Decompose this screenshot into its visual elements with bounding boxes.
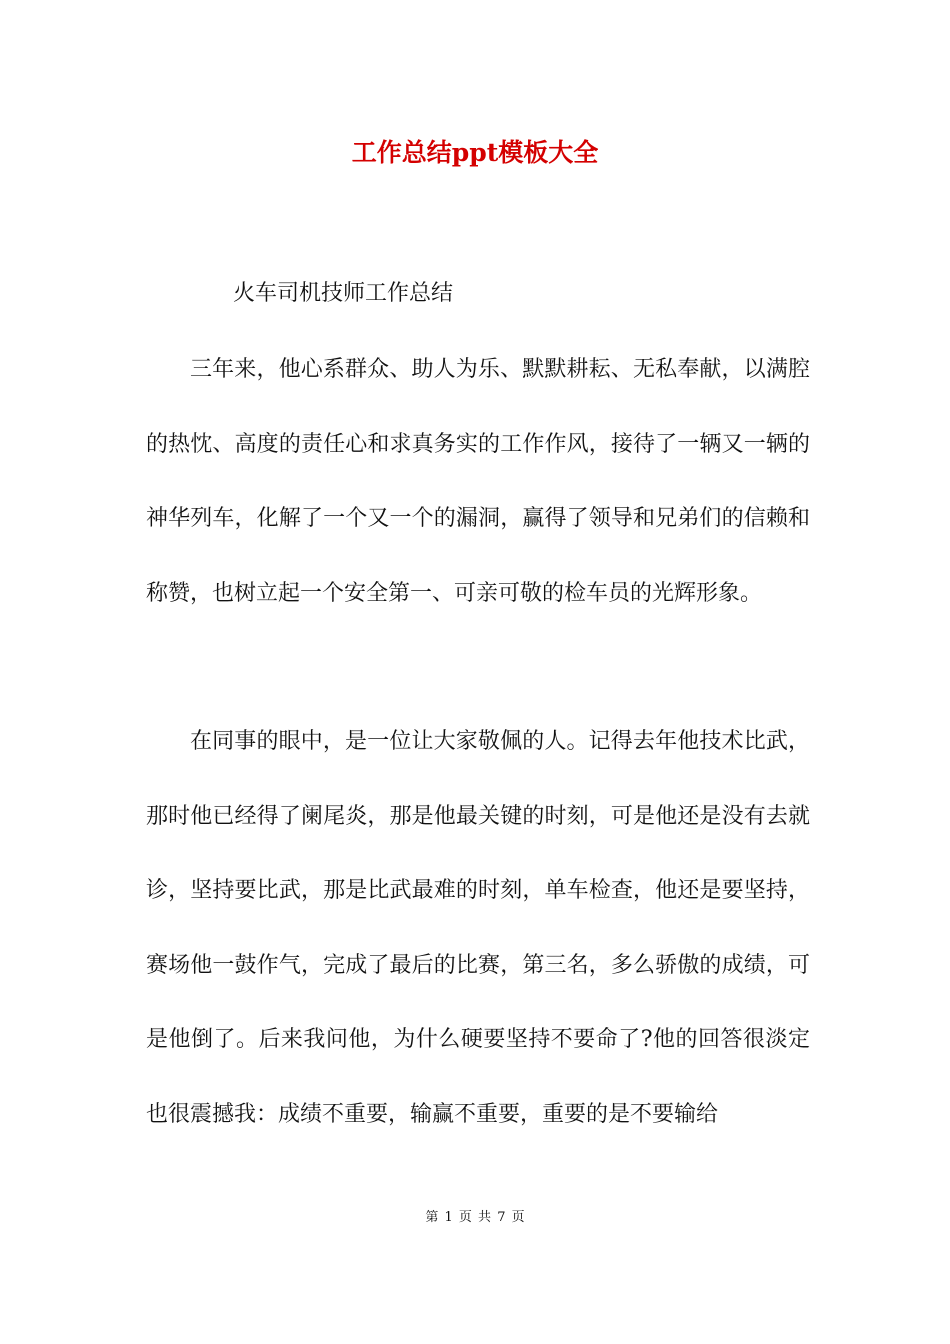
paragraph-1: 三年来，他心系群众、助人为乐、默默耕耘、无私奉献，以满腔的热忱、高度的责任心和求真务实的工作作风，接待了一辆又一辆的神华列车，化解了一个又一个的漏洞，赢得了领导和兄弟们的信赖和称赞，也树立起一个安全第一、可亲可敬的检车员的光辉形象。 xyxy=(146,357,810,606)
document-subtitle: 火车司机技师工作总结 xyxy=(233,281,454,306)
paragraph-2: 在同事的眼中，是一位让大家敬佩的人。记得去年他技术比武，那时他已经得了阑尾炎，那是他最关键的时刻，可是他还是没有去就诊，坚持要比武，那是比武最难的时刻，单车检查，他还是要坚持，赛场他一鼓作气，完成了最后的比赛，第三名，多么骄傲的成绩，可是他倒了。后来我问他，为什么硬要坚持不要命了?他的回答很淡定也很震撼我：成绩不重要，输赢不重要，重要的是不要输给 xyxy=(146,729,810,1127)
page-footer: 第 1 页 共 7 页 xyxy=(425,1210,525,1225)
document-title: 工作总结ppt模板大全 xyxy=(351,138,599,167)
